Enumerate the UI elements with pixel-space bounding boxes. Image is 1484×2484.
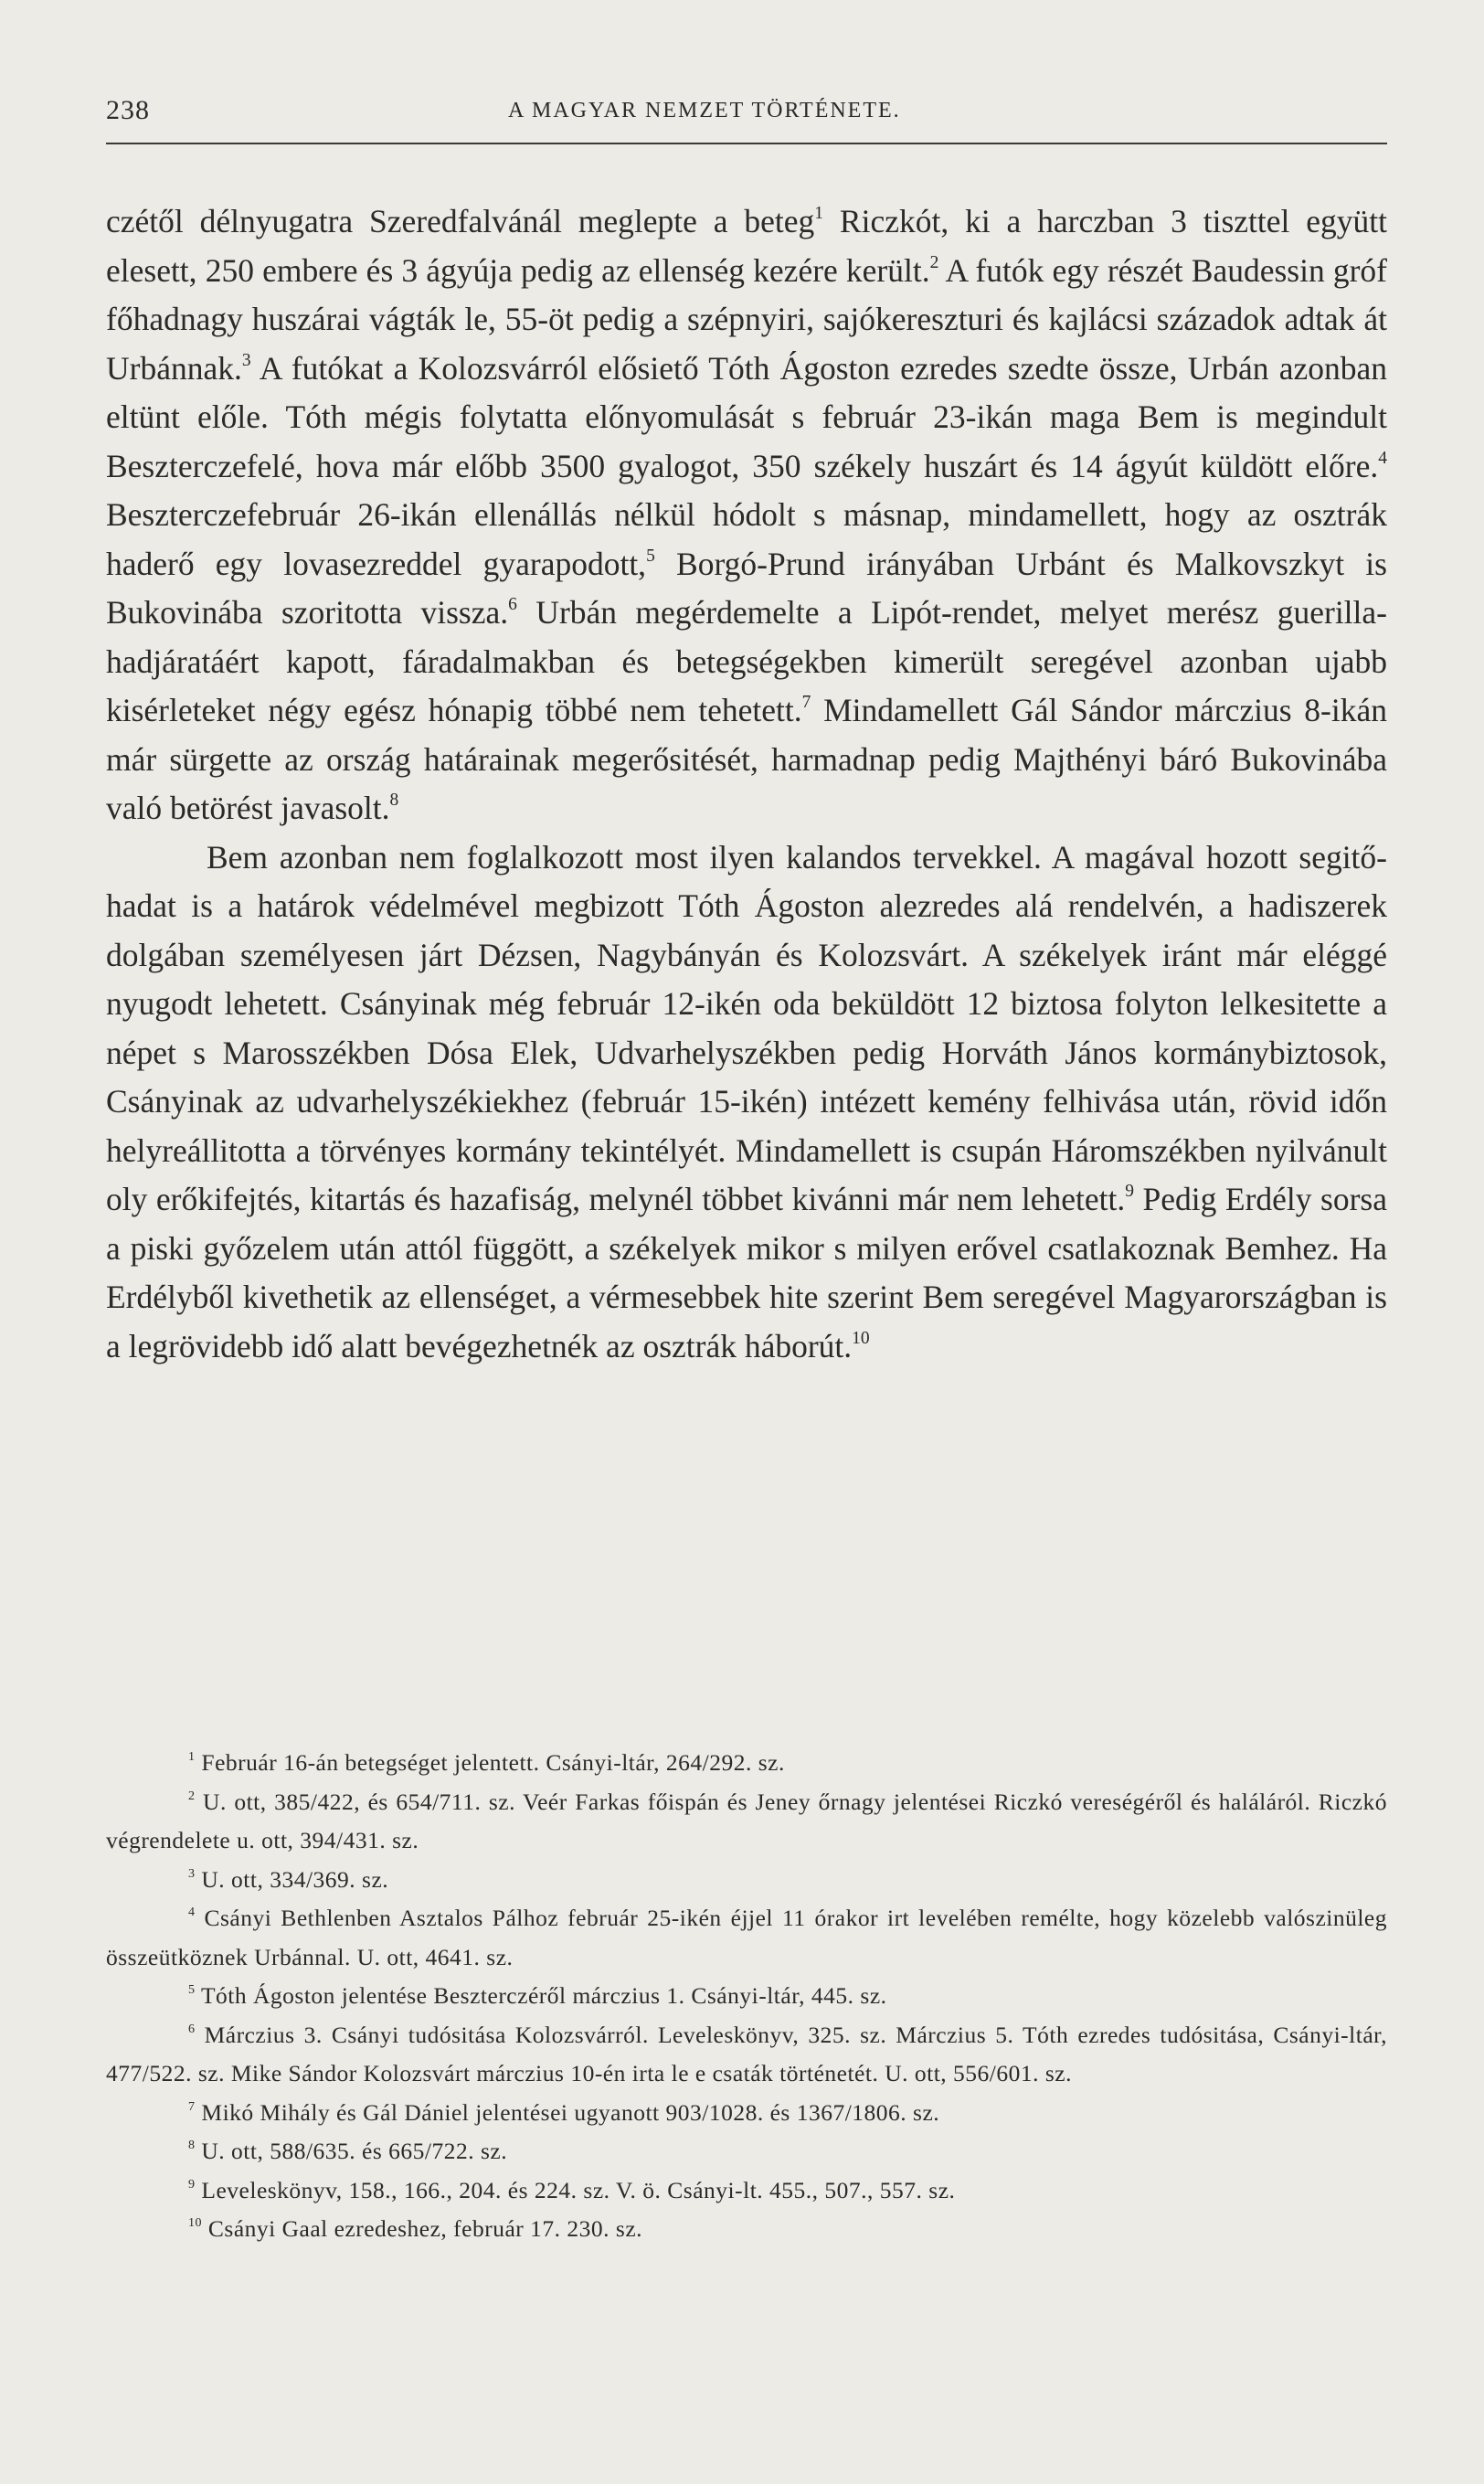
footnote-mark: 6 (508, 595, 517, 615)
footnote-mark: 5 (646, 546, 655, 566)
page-number: 238 (106, 95, 150, 125)
footnote-mark: 9 (1125, 1182, 1135, 1202)
footnote-mark: 7 (801, 693, 811, 713)
text-segment: Riczkót, ki a harczban 3 tiszttel együtt elesett, 250 embere és 3 ágyúja pedig az ellenség kezére került. (106, 203, 1387, 289)
running-title: A MAGYAR NEMZET TÖRTÉNETE. (508, 99, 901, 122)
footnote-number: 8 (188, 2139, 196, 2153)
footnote (106, 1899, 1387, 1977)
footnote-number: 1 (188, 1750, 196, 1765)
footnote-number: 9 (188, 2177, 196, 2192)
footnote (106, 2016, 1387, 2094)
footnote (106, 2171, 1387, 2211)
text-segment: Bem azonban nem foglalkozott most ilyen kalandos tervekkel. A magával hozott segitő-hadat is a határok védelmével megbizott Tóth Ágoston alezredes alá rendelvén, a hadiszerek dolgában személyesen járt Dézsen, Nagybányán és Kolozsvárt. A székelyek iránt már eléggé nyugodt lehetett. Csányinak még február 12-ikén oda beküldött 12 biztosa folyton lelkesitette a népet s Marosszékben Dósa Elek, Udvarhelyszékben pedig Horváth János kormánybiztosok, Csányinak az udvarhelyszékiekhez (február 15-ikén) intézett kemény felhivása után, rövid időn helyreállitotta a törvényes kormány tekintélyét. Mindamellett is csupán Háromszékben nyilvánult oly erőkifejtés, kitartás és hazafiság, melynél többet kivánni már nem lehetett. (106, 838, 1387, 1217)
footnote-text: Csányi Bethlenben Asztalos Pálhoz február 25-ikén éjjel 11 órakor irt levelében remélte, hogy közelebb valószinüleg összeütköznek Urbánnal. U. ott, 4641. sz. (106, 1905, 1388, 1970)
paragraph-2 (106, 833, 1387, 1372)
footnote-mark: 8 (389, 791, 399, 811)
footnote (106, 1861, 1387, 1900)
footnote-mark: 3 (241, 350, 251, 370)
footnote-number: 7 (188, 2099, 196, 2114)
footnote-number: 6 (188, 2022, 196, 2036)
footnote-mark: 1 (814, 204, 824, 224)
footnote (106, 2210, 1387, 2249)
footnote-text: U. ott, 334/369. sz. (201, 1865, 389, 1893)
footnote-text: Tóth Ágoston jelentése Beszterczéről márczius 1. Csányi-ltár, 445. sz. (200, 1982, 887, 2009)
page-header (106, 95, 1387, 141)
footnote-number: 5 (188, 1983, 196, 1998)
footnote-number: 4 (188, 1905, 196, 1920)
text-segment: Pedig Erdély sorsa a piski győzelem után attól függött, a székelyek mikor s milyen erővel csatlakoznak Bemhez. Ha Erdélyből kivethetik az ellenséget, a vérmesebbek hite szerint Bem seregével Magyarországban is a legrövidebb idő alatt bevégezhetnék az osztrák háborút. (106, 1181, 1388, 1364)
footnote-text: Csányi Gaal ezredeshez, február 17. 230. sz. (207, 2215, 643, 2242)
text-segment: A futókat a Kolozsvárról elősiető Tóth Ágoston ezredes szedte össze, Urbán azonban eltünt előle. Tóth mégis folytatta előnyomulását s február 23-ikán maga Bem is megindult Beszterczefelé, hova már előbb 3500 gyalogot, 350 székely huszárt és 14 ágyút küldött előre. (106, 349, 1387, 484)
footnotes (106, 1744, 1387, 2249)
text-segment: Borgó-Prund irányában Urbánt és Malkovszkyt is Bukovinába szoritotta vissza. (106, 545, 1387, 631)
footnote-number: 2 (188, 1789, 196, 1803)
footnote-mark: 4 (1378, 448, 1387, 468)
footnote-text: Február 16-án betegséget jelentett. Csányi-ltár, 264/292. sz. (201, 1749, 785, 1776)
footnote-text: Leveleskönyv, 158., 166., 204. és 224. sz. V. ö. Csányi-lt. 455., 507., 557. sz. (201, 2176, 956, 2203)
footnote (106, 1977, 1387, 2016)
footnote (106, 2094, 1387, 2133)
main-text (106, 197, 1387, 1371)
footnote-text: Mikó Mihály és Gál Dániel jelentései ugyanott 903/1028. és 1367/1806. sz. (201, 2098, 940, 2126)
footnote-number: 3 (188, 1866, 196, 1881)
footnote-text: U. ott, 385/422, és 654/711. sz. Veér Farkas főispán és Jeney őrnagy jelentései Riczkó vereségéről és haláláról. Riczkó végrendelete u. ott, 394/431. sz. (106, 1788, 1387, 1853)
footnote-mark: 2 (929, 252, 939, 272)
footnote (106, 1783, 1387, 1861)
footnote (106, 1744, 1387, 1783)
footnote-text: Márczius 3. Csányi tudósitása Kolozsvárról. Leveleskönyv, 325. sz. Márczius 5. Tóth ezredes tudósitása, Csányi-ltár, 477/522. sz. Mike Sándor Kolozsvárt márczius 10-én irta le e csaták történetét. U. ott, 556/601. sz. (106, 2021, 1387, 2086)
header-rule (106, 143, 1387, 144)
text-segment: czétől délnyugatra Szeredfalvánál meglepte a beteg (106, 203, 815, 239)
paragraph-1 (106, 197, 1387, 833)
footnote (106, 2132, 1387, 2171)
text-segment: Mindamellett Gál Sándor márczius 8-ikán már sürgette az ország határainak megerősitését, harmadnap pedig Majthényi báró Bukovinába való betörést javasolt. (106, 692, 1387, 826)
text-segment: A futók egy részét Baudessin gróf főhadnagy huszárai vágták le, 55-öt pedig a szépnyiri, sajókereszturi és kajlácsi századok adtak át Urbánnak. (106, 251, 1387, 387)
footnote-text: U. ott, 588/635. és 665/722. sz. (201, 2138, 508, 2164)
text-segment: Beszterczefebruár 26-ikán ellenállás nélkül hódolt s másnap, mindamellett, hogy az osztrák haderő egy lovasezreddel gyarapodott, (106, 496, 1387, 582)
footnote-number: 10 (188, 2216, 203, 2231)
text-segment: Urbán megérdemelte a Lipót-rendet, melyet merész guerillahadjáratáért kapott, fáradalmakban és betegségekben kimerült seregével azonban ujabb kisérleteket négy egész hónapig többé nem tehetett. (106, 594, 1387, 728)
footnote-mark: 10 (852, 1328, 870, 1348)
